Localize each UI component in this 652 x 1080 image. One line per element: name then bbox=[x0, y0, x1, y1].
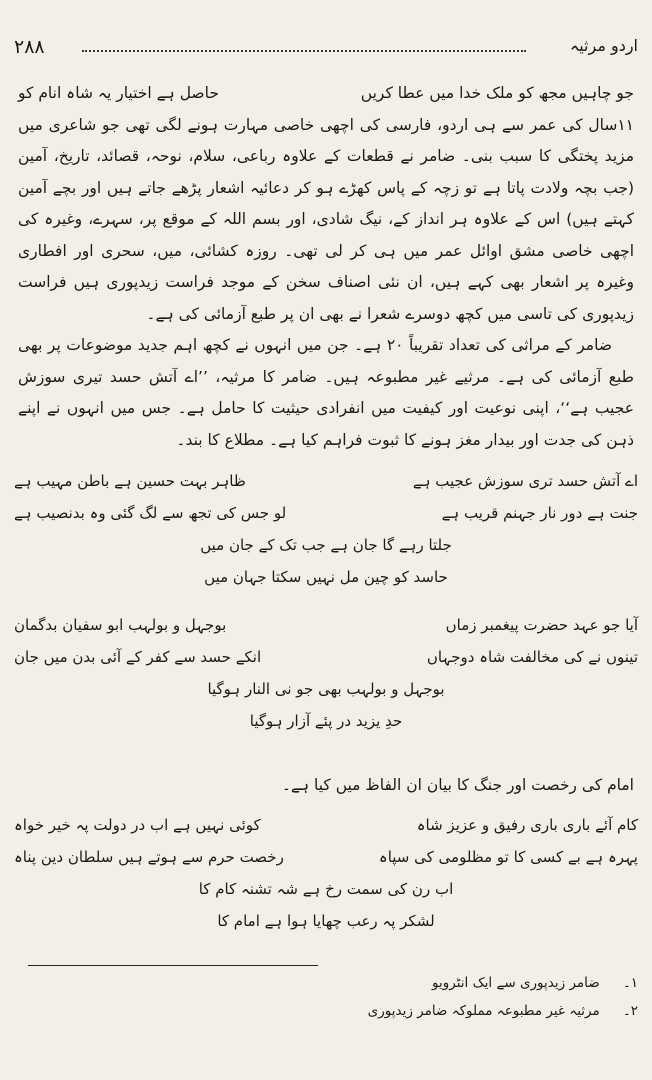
verse-line-left: رخصت حرم سے ہوتے ہیں سلطان دین پناہ bbox=[14, 848, 284, 866]
couplet-line bbox=[14, 708, 638, 740]
verse-line-right: پہرہ ہے بے کسی کا تو مظلومی کی سپاہ bbox=[378, 848, 638, 866]
paragraph: ۱۱سال کی عمر سے ہی اردو، فارسی کی اچھی خاصی مہارت ہونے لگی تھی جو شاعری میں مزید پختگی کا سبب بنی۔ ضامر نے قطعات کے علاوہ رباعی، سلام، نوحہ، قصائد، تاریخ، آمین (جب بچہ ولادت پاتا ہے تو زچہ کے پاس کھڑے ہو کر دعائیہ اشعار پڑھے جاتے ہیں اور بچے آمین کہتے ہیں) اس کے علاوہ ہر انداز کے، نیگ شادی، اور بسم اللہ کے موقع پر، سہرے، وغیرہ کی اچھی خاصی مشق اوائل عمر میں ہی کر لی تھی۔ روزہ کشائی، میں، سحری اور افطاری وغیرہ پر اشعار بھی کہے ہیں، ان نئی اصناف سخن کے موجد فراست زیدپوری ہیں فراست زیدپوری کی تاسی میں کچھ دوسرے شعرا نے بھی ان پر طبع آزمائی کی ہے۔ bbox=[18, 115, 634, 323]
footnote-text: مرثیہ غیر مطبوعہ مملوکہ ضامر زیدپوری bbox=[367, 1003, 600, 1019]
footnote-divider bbox=[28, 965, 318, 966]
verse-line-right: جو چاہیں مجھ کو ملک خدا میں عطا کریں bbox=[360, 84, 634, 102]
couplet-text: حاسد کو چین مل نہیں سکتا جہان میں bbox=[204, 568, 448, 586]
page-number: ۲۸۸ bbox=[14, 36, 45, 58]
verse-line-right: جنت ہے دور نار جہنم قریب ہے bbox=[441, 504, 638, 522]
paragraph: ضامر کے مراثی کی تعداد تقریباً ۲۰ ہے۔ جن میں انہوں نے کچھ اہم جدید موضوعات پر بھی طبع آزمائی کی ہے۔ مرثیے غیر مطبوعہ ہیں۔ ضامر کا مرثیہ، ’’اے آتش حسد تیری سوزش عجیب ہے‘‘، اپنی نوعیت اور کیفیت میں انفرادی حیثیت کا حامل ہے۔ جس میں انہوں نے اپنے ذہن کی جدت اور بیدار مغز ہونے کا ثبوت فراہم کیا ہے۔ مطلاع کا بند۔ bbox=[18, 336, 634, 449]
couplet-line bbox=[14, 908, 638, 940]
footnote-number: ۱۔ bbox=[622, 975, 638, 991]
footnote-number: ۲۔ bbox=[622, 1003, 638, 1019]
footnote bbox=[14, 975, 638, 991]
running-title: اردو مرثیہ bbox=[569, 36, 638, 55]
couplet-line bbox=[14, 876, 638, 908]
verse-line-right: اے آتش حسد تری سوزش عجیب ہے bbox=[412, 472, 638, 490]
verse-line-left: لو جس کی تجھ سے لگ گئی وہ بدنصیب ہے bbox=[14, 504, 287, 522]
verse-row bbox=[14, 612, 638, 644]
verse-line-right: تینوں نے کی مخالفت شاہ دوجہاں bbox=[426, 648, 638, 666]
couplet-text: بوجہل و بولہب بھی جو نی النار ہوگیا bbox=[207, 680, 445, 698]
verse-row bbox=[14, 468, 638, 500]
verse-row bbox=[14, 844, 638, 876]
verse-line-left: حاصل ہے اختیار یہ شاہ انام کو bbox=[18, 84, 219, 102]
prose-intro bbox=[18, 770, 634, 802]
couplet-text: حدِ یزید در پئے آزار ہوگیا bbox=[249, 712, 403, 730]
footnote bbox=[14, 1003, 638, 1019]
verse-line-right: کام آئے باری باری رفیق و عزیز شاہ bbox=[416, 816, 638, 834]
verse-line-right: آیا جو عہد حضرت پیغمبر زماں bbox=[445, 616, 638, 634]
verse-line-left: ظاہر بہت حسین ہے باطن مہیب ہے bbox=[14, 472, 246, 490]
intro-line: امام کی رخصت اور جنگ کا بیان ان الفاظ میں کیا ہے۔ bbox=[281, 776, 634, 794]
stanza-opening bbox=[14, 468, 638, 596]
stanza-second bbox=[14, 612, 638, 740]
couplet-line bbox=[14, 564, 638, 596]
verse-row bbox=[14, 812, 638, 844]
verse-line-left: بوجہل و بولہب ابو سفیان بدگمان bbox=[14, 616, 227, 634]
verse-row bbox=[14, 644, 638, 676]
stanza-third bbox=[14, 812, 638, 940]
couplet-line bbox=[14, 532, 638, 564]
prose-top bbox=[18, 78, 634, 456]
verse-line-left: انکے حسد سے کفر کے آئی بدن میں جان bbox=[14, 648, 262, 666]
couplet-text: اب رن کی سمت رخ ہے شہ تشنہ کام کا bbox=[198, 880, 454, 898]
verse-line-left: کوئی نہیں ہے اب در دولت پہ خیر خواہ bbox=[14, 816, 261, 834]
page-header bbox=[14, 34, 638, 62]
couplet-text: جلتا رہے گا جان ہے جب تک کے جان میں bbox=[200, 536, 452, 554]
couplet-text: لشکر پہ رعب چھایا ہوا ہے امام کا bbox=[217, 912, 435, 930]
verse-row bbox=[14, 500, 638, 532]
couplet-line bbox=[14, 676, 638, 708]
footnote-text: ضامر زیدپوری سے ایک انٹرویو bbox=[432, 975, 600, 991]
header-dotted-leader bbox=[82, 50, 526, 52]
quoted-verse-line bbox=[18, 78, 634, 110]
